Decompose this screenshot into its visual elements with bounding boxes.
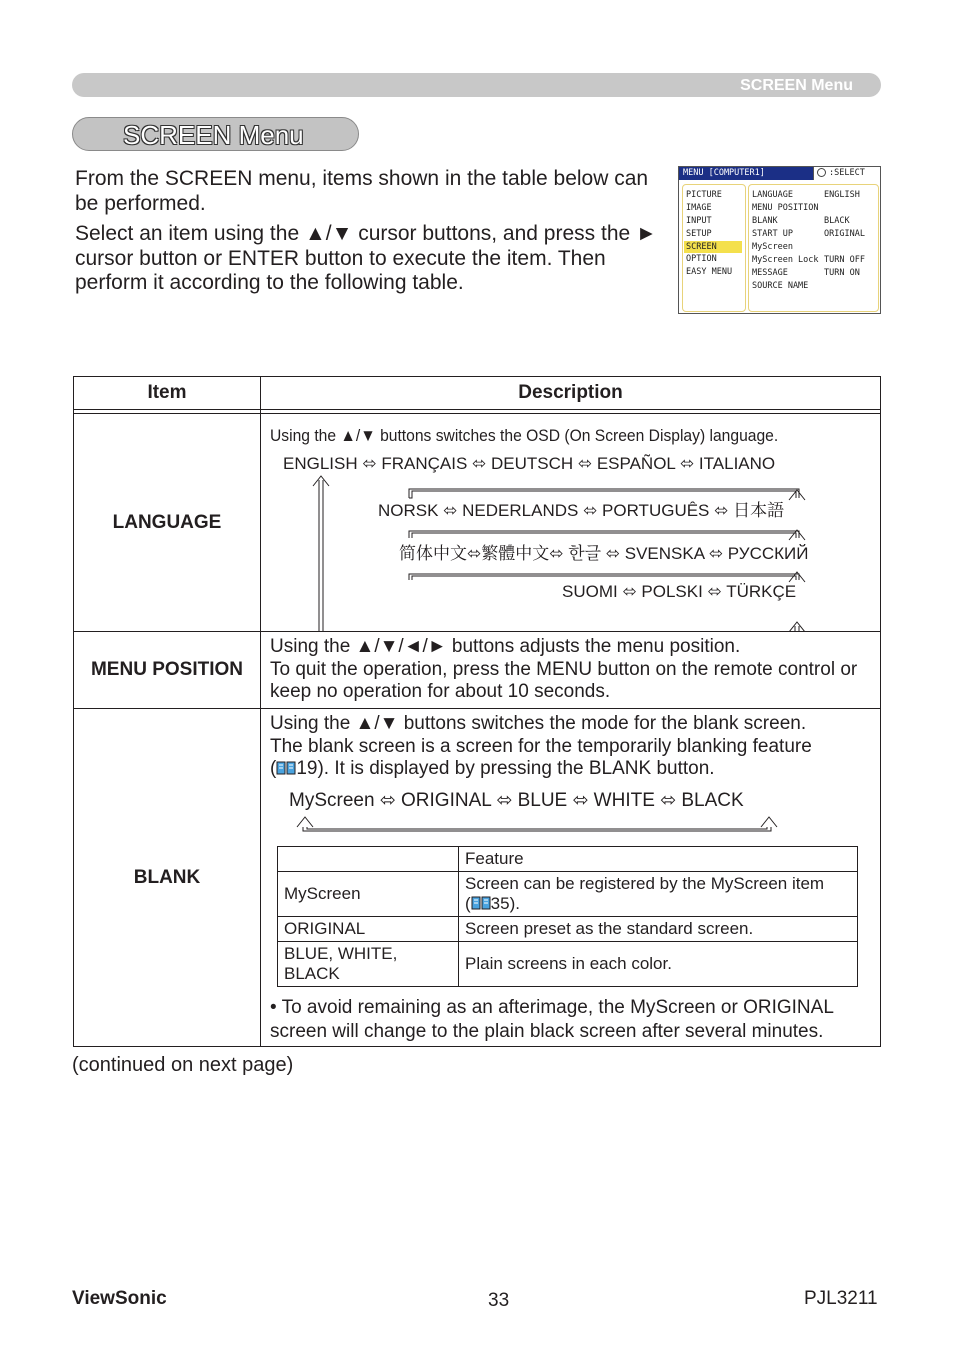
table-row-language	[74, 414, 881, 632]
feature-cell: Screen can be registered by the MyScreen item ( 35).	[459, 872, 858, 917]
blank-line-2: The blank screen is a screen for the temporarily blanking feature	[270, 735, 812, 757]
osd-setting-value: ORIGINAL	[824, 229, 865, 239]
menu-position-line-2: To quit the operation, press the MENU button on the remote control or keep no operation for about 10 seconds.	[270, 658, 858, 702]
table-header-row	[74, 377, 881, 410]
blank-note: • To avoid remaining as an afterimage, the MyScreen or ORIGINAL screen will change to the plain black screen after several minutes.	[270, 997, 834, 1042]
footer-brand: ViewSonic	[72, 1288, 167, 1309]
osd-menu-item-selected: SCREEN	[684, 241, 742, 253]
item-menu-position: MENU POSITION	[74, 632, 261, 709]
osd-menu-list	[682, 184, 746, 312]
osd-setting-name: MENU POSITION	[752, 203, 819, 213]
table-row-menu-position	[74, 632, 881, 709]
osd-setting-value: ENGLISH	[824, 190, 860, 200]
ref-close: ).	[509, 894, 520, 913]
table-row	[278, 942, 858, 987]
language-intro: Using the ▲/▼ buttons switches the OSD (On Screen Display) language.	[270, 426, 779, 445]
column-header-description: Description	[261, 377, 881, 410]
osd-title: MENU [COMPUTER1]	[683, 168, 765, 178]
footer-page-number: 33	[488, 1290, 510, 1311]
continued-note: (continued on next page)	[72, 1054, 294, 1076]
osd-titlebar	[679, 167, 813, 180]
osd-setting-name: BLANK	[752, 216, 778, 226]
osd-setting-name: START UP	[752, 229, 793, 239]
osd-setting-name: MyScreen	[752, 242, 793, 252]
language-line-3: 简体中文⬄繁體中文⬄ 한글 ⬄ SVENSKA ⬄ РУССКИЙ	[399, 544, 809, 563]
intro-paragraph-2: Select an item using the ▲/▼ cursor buttons, and press the ► cursor button or ENTER button to execute the item. Then perform it according to the following table.	[75, 222, 657, 294]
blank-cycle-arrow	[261, 709, 881, 849]
ref-page: 19	[296, 758, 318, 779]
intro-paragraph-1: From the SCREEN menu, items shown in the table below can be performed.	[75, 167, 649, 215]
mode-cell: BLUE, WHITE, BLACK	[278, 942, 459, 987]
osd-menu-screenshot	[678, 166, 881, 314]
osd-setting-name: MyScreen Lock	[752, 255, 819, 265]
ref-open: (	[270, 758, 277, 779]
osd-menu-item: SETUP	[686, 229, 712, 239]
osd-select-hint	[813, 167, 880, 180]
osd-menu-item: OPTION	[686, 254, 717, 264]
header-section-label: SCREEN Menu	[740, 77, 853, 94]
item-blank: BLANK	[74, 709, 261, 1047]
desc-language	[261, 414, 881, 632]
blank-line-3-rest: ). It is displayed by pressing the BLANK button.	[317, 758, 715, 779]
sub-header-row	[278, 847, 858, 872]
sub-header-feature: Feature	[459, 847, 858, 872]
mode-cell: ORIGINAL	[278, 917, 459, 942]
screen-menu-table	[73, 376, 881, 1047]
column-header-item: Item	[74, 377, 261, 410]
language-line-4: SUOMI ⬄ POLSKI ⬄ TÜRKÇE	[562, 582, 797, 601]
feature-text: Screen can be registered by the MyScreen item	[465, 874, 825, 893]
osd-settings-list	[748, 184, 879, 312]
book-reference-icon	[471, 896, 491, 911]
osd-setting-name: SOURCE NAME	[752, 281, 809, 291]
osd-menu-item: IMAGE	[686, 203, 712, 213]
item-language: LANGUAGE	[74, 414, 261, 632]
table-row	[278, 872, 858, 917]
osd-setting-value: BLACK	[824, 216, 850, 226]
desc-blank	[261, 709, 881, 1047]
feature-cell: Screen preset as the standard screen.	[459, 917, 858, 942]
language-line-2: NORSK ⬄ NEDERLANDS ⬄ PORTUGUÊS ⬄ 日本語	[378, 501, 785, 520]
sub-header-empty	[278, 847, 459, 872]
osd-select-label: :SELECT	[829, 168, 865, 178]
table-row-blank	[74, 709, 881, 1047]
section-title: SCREEN Menu	[123, 120, 304, 150]
menu-position-text	[261, 632, 880, 704]
osd-menu-item: PICTURE	[686, 190, 722, 200]
menu-position-line-1: Using the ▲/▼/◄/► buttons adjusts the menu position.	[270, 636, 741, 657]
footer-model: PJL3211	[804, 1288, 878, 1309]
select-icon	[817, 168, 826, 177]
section-title-pill	[72, 117, 359, 151]
osd-setting-value: TURN ON	[824, 268, 860, 278]
header-bar	[72, 73, 881, 97]
osd-menu-item: EASY MENU	[686, 267, 733, 277]
ref-page: 35	[490, 894, 510, 913]
blank-line-1: Using the ▲/▼ buttons switches the mode for the blank screen.	[270, 713, 807, 734]
osd-setting-name: MESSAGE	[752, 268, 788, 278]
osd-setting-name: LANGUAGE	[752, 190, 793, 200]
blank-cycle: MyScreen ⬄ ORIGINAL ⬄ BLUE ⬄ WHITE ⬄ BLACK	[289, 790, 744, 811]
language-line-1: ENGLISH ⬄ FRANÇAIS ⬄ DEUTSCH ⬄ ESPAÑOL ⬄ ITALIANO	[283, 454, 776, 473]
desc-menu-position	[261, 632, 881, 709]
mode-cell: MyScreen	[278, 872, 459, 917]
osd-menu-item: INPUT	[686, 216, 712, 226]
osd-setting-value: TURN OFF	[824, 255, 865, 265]
blank-modes-table	[277, 846, 858, 987]
table-row	[278, 917, 858, 942]
feature-cell: Plain screens in each color.	[459, 942, 858, 987]
